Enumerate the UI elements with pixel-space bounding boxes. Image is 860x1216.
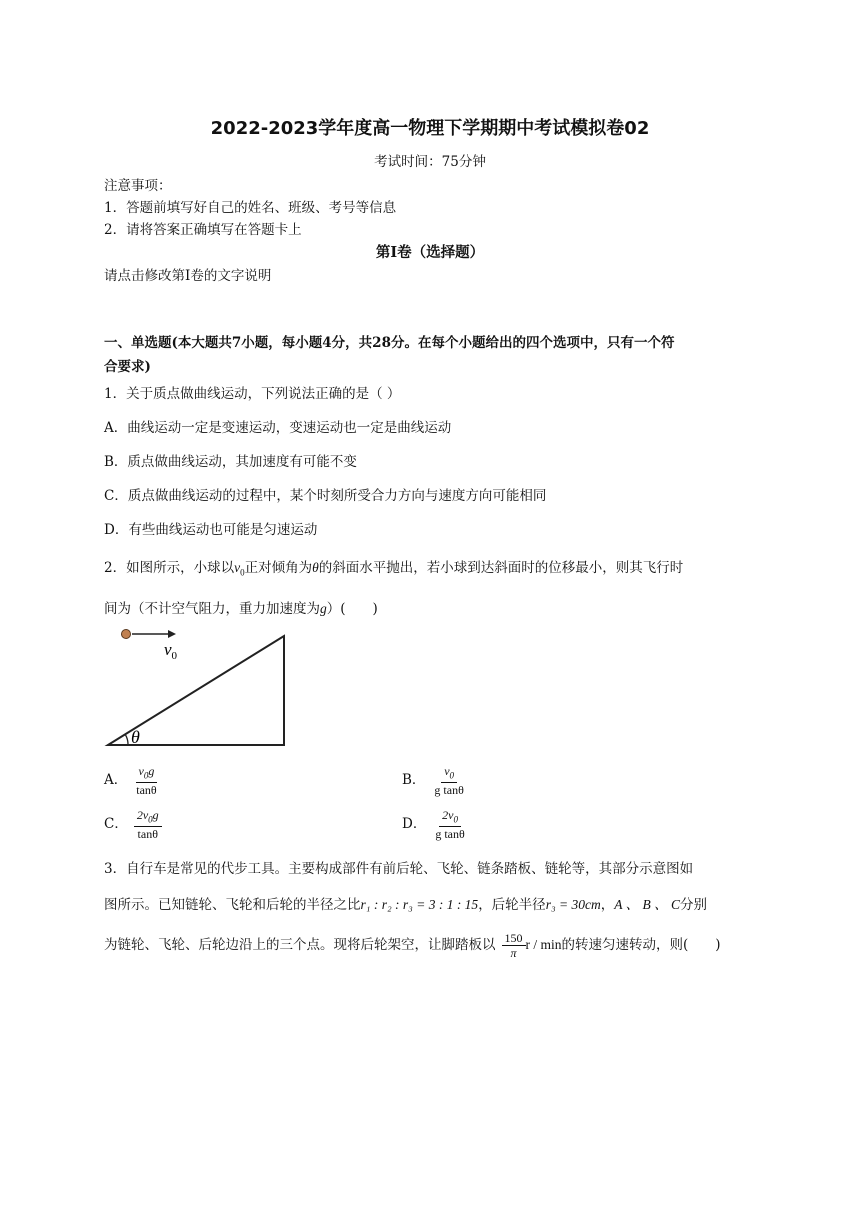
q1-stem: 1．关于质点做曲线运动，下列说法正确的是（ ）	[104, 386, 401, 402]
q2-option-d: D． $\frac{2v_0}{\text{g tanθ}}$	[402, 808, 465, 842]
incline-figure	[100, 622, 300, 752]
theta-label: θ	[131, 727, 140, 747]
q3-line2: 图所示。已知链轮、飞轮和后轮的半径之比r₁ : r₂ : r₃ = 3 : 1 : 15，后轮半径r₃ = 30cm，A 、 B 、 C分别	[104, 897, 708, 913]
note-item-2: 2．请将答案正确填写在答题卡上	[104, 222, 302, 238]
ball	[122, 630, 131, 639]
q2-option-b: B． $\frac{v_0}{\text{g tanθ}}$	[402, 764, 464, 798]
exam-time: 考试时间：75分钟	[374, 154, 486, 170]
velocity-arrowhead	[168, 630, 176, 638]
part1-title: 第I卷（选择题）	[375, 244, 485, 261]
q1-option-a: A．曲线运动一定是变速运动，变速运动也一定是曲线运动	[104, 420, 452, 436]
q3-line3: 为链轮、飞轮、后轮边沿上的三个点。现将后轮架空，让脚踏板以 $\frac{150}{\pi}$ r / min的转速匀速转动，则( )	[104, 931, 721, 960]
angle-arc	[125, 734, 128, 745]
q2-stem-line2: 间为（不计空气阻力，重力加速度为g）( )	[104, 601, 378, 617]
velocity-label: $v_0$	[164, 640, 178, 662]
part1-description: 请点击修改第I卷的文字说明	[104, 268, 272, 284]
notes-heading: 注意事项：	[104, 178, 172, 194]
q3-line1: 3．自行车是常见的代步工具。主要构成部件有前后轮、飞轮、链条踏板、链轮等，其部分示意图如	[104, 861, 694, 877]
section1-heading-line1: 一、单选题(本大题共7小题，每小题4分，共28分。在每个小题给出的四个选项中，只有一个符	[104, 335, 675, 351]
q1-option-c: C．质点做曲线运动的过程中，某个时刻所受合力方向与速度方向可能相同	[104, 488, 547, 504]
q1-option-d: D．有些曲线运动也可能是匀速运动	[104, 522, 318, 538]
section1-heading-line2: 合要求)	[104, 359, 151, 375]
page-title: 2022-2023学年度高一物理下学期期中考试模拟卷02	[210, 118, 650, 139]
q2-stem-line1: 2．如图所示，小球以$v_0$正对倾角为θ的斜面水平抛出，若小球到达斜面时的位移最小，则其飞行时	[104, 560, 684, 578]
q2-option-a: A． $\frac{v_0g}{\tan\theta}$	[104, 764, 157, 798]
note-item-1: 1．答题前填写好自己的姓名、班级、考号等信息	[104, 200, 397, 216]
q2-option-c: C． $\frac{2v_0g}{\tan\theta}$	[104, 808, 162, 841]
q1-option-b: B．质点做曲线运动，其加速度有可能不变	[104, 454, 357, 470]
